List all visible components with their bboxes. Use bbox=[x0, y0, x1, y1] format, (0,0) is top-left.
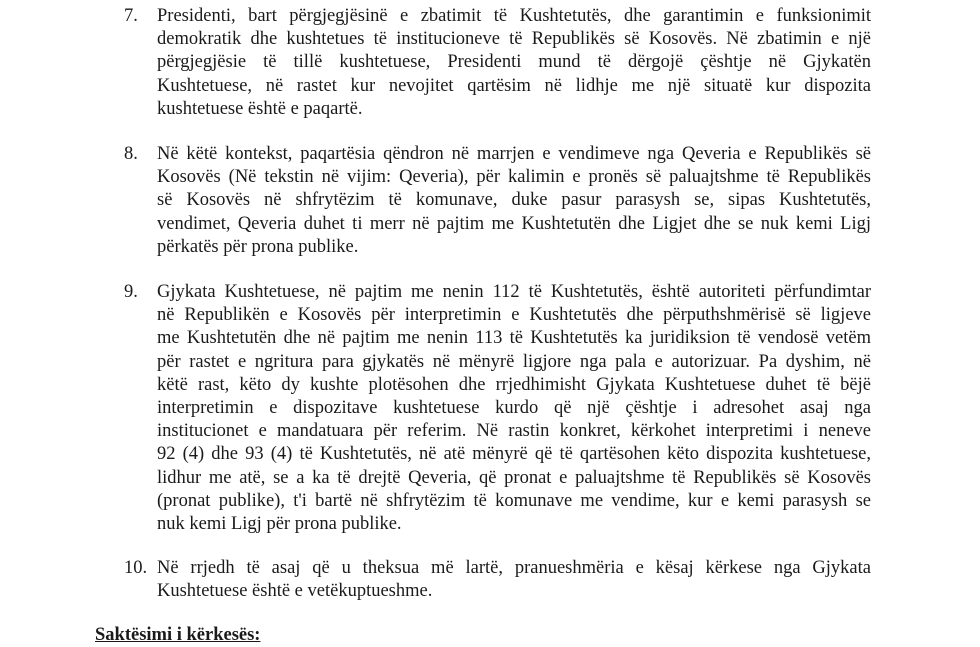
text-line: me Kushtetutën dhe në pajtim me nenin 113 të Kushtetutës ka juridiksion të vendosë vetëm bbox=[157, 328, 871, 349]
paragraph-text bbox=[157, 143, 871, 259]
text-line: Kushtetuese, në rastet kur nevojitet qartësim në lidhje me një situatë kur dispozita bbox=[157, 75, 871, 96]
text-line: Kushtetuese është e vetëkuptueshme. bbox=[157, 581, 433, 602]
paragraph-text bbox=[157, 281, 871, 536]
text-line: Në rrjedh të asaj që u theksua më lartë, pranueshmëria e kësaj kërkese nga Gjykata bbox=[157, 558, 871, 578]
section-heading: Saktësimi i kërkesës: bbox=[95, 625, 261, 645]
paragraph-number: 9. bbox=[124, 282, 138, 302]
text-line: Kosovës (Në tekstin në vijim: Qeveria), për kalimin e pronës së paluajtshme të Republikës bbox=[157, 167, 871, 188]
text-line: (pronat publike), t'i bartë në shfrytëzim të komunave me vendime, kur e kemi parasysh se bbox=[157, 490, 871, 511]
text-line: vendimet, Qeveria duhet ti merr në pajtim me Kushtetutën dhe Ligjet dhe se nuk kemi Ligj bbox=[157, 213, 871, 234]
paragraph-text bbox=[157, 557, 871, 603]
text-line: këtë rast, këto dy kushte plotësohen dhe rrjedhimisht Gjykata Kushtetuese duhet të bëjë bbox=[157, 374, 871, 395]
text-line: institucionet e mandatuara për referim. Në rastin konkret, kërkohet interpretimi i neneve bbox=[157, 421, 871, 442]
text-line: së Kosovës në shfrytëzim të komunave, duke pasur parasysh se, sipas Kushtetutës, bbox=[157, 190, 871, 211]
paragraph-text bbox=[157, 5, 871, 121]
text-line: Presidenti, bart përgjegjësinë e zbatimit të Kushtetutës, dhe garantimin e funksionimit bbox=[157, 6, 871, 26]
paragraph-number: 10. bbox=[124, 558, 148, 578]
text-line: lidhur me atë, se a ka të drejtë Qeveria, që pronat e paluajtshme të Republikës së Kosovës bbox=[157, 467, 871, 488]
text-line: përkatës për prona publike. bbox=[157, 236, 359, 257]
text-line: interpretimin e dispozitave kushtetuese kurdo që një çështje i adresohet asaj nga bbox=[157, 398, 871, 419]
paragraph-number: 7. bbox=[124, 6, 138, 26]
paragraph-number: 8. bbox=[124, 144, 138, 164]
text-line: në Republikën e Kosovës për interpretimin e Kushtetutës dhe përputhshmërisë së ligjeve bbox=[157, 305, 871, 326]
text-line: demokratik dhe kushtetues të institucioneve të Republikës së Kosovës. Në zbatimin e një bbox=[157, 29, 871, 50]
text-line: përgjegjësie të tillë kushtetuese, Presidenti mund të dërgojë çështje në Gjykatën bbox=[157, 52, 871, 73]
text-line: për rastet e ngritura para gjykatës në mënyrë ligjore nga pala e autorizuar. Pa dyshim, në bbox=[157, 351, 871, 372]
text-line: Në këtë kontekst, paqartësia qëndron në marrjen e vendimeve nga Qeveria e Republikës së bbox=[157, 144, 871, 164]
text-line: 92 (4) dhe 93 (4) të Kushtetutës, në atë mënyrë që të qartësohen këto dispozita kushtetuese, bbox=[157, 444, 871, 465]
text-line: kushtetuese është e paqartë. bbox=[157, 98, 363, 119]
text-line: nuk kemi Ligj për prona publike. bbox=[157, 514, 402, 535]
text-line: Gjykata Kushtetuese, në pajtim me nenin 112 të Kushtetutës, është autoriteti përfundimtar bbox=[157, 282, 871, 302]
